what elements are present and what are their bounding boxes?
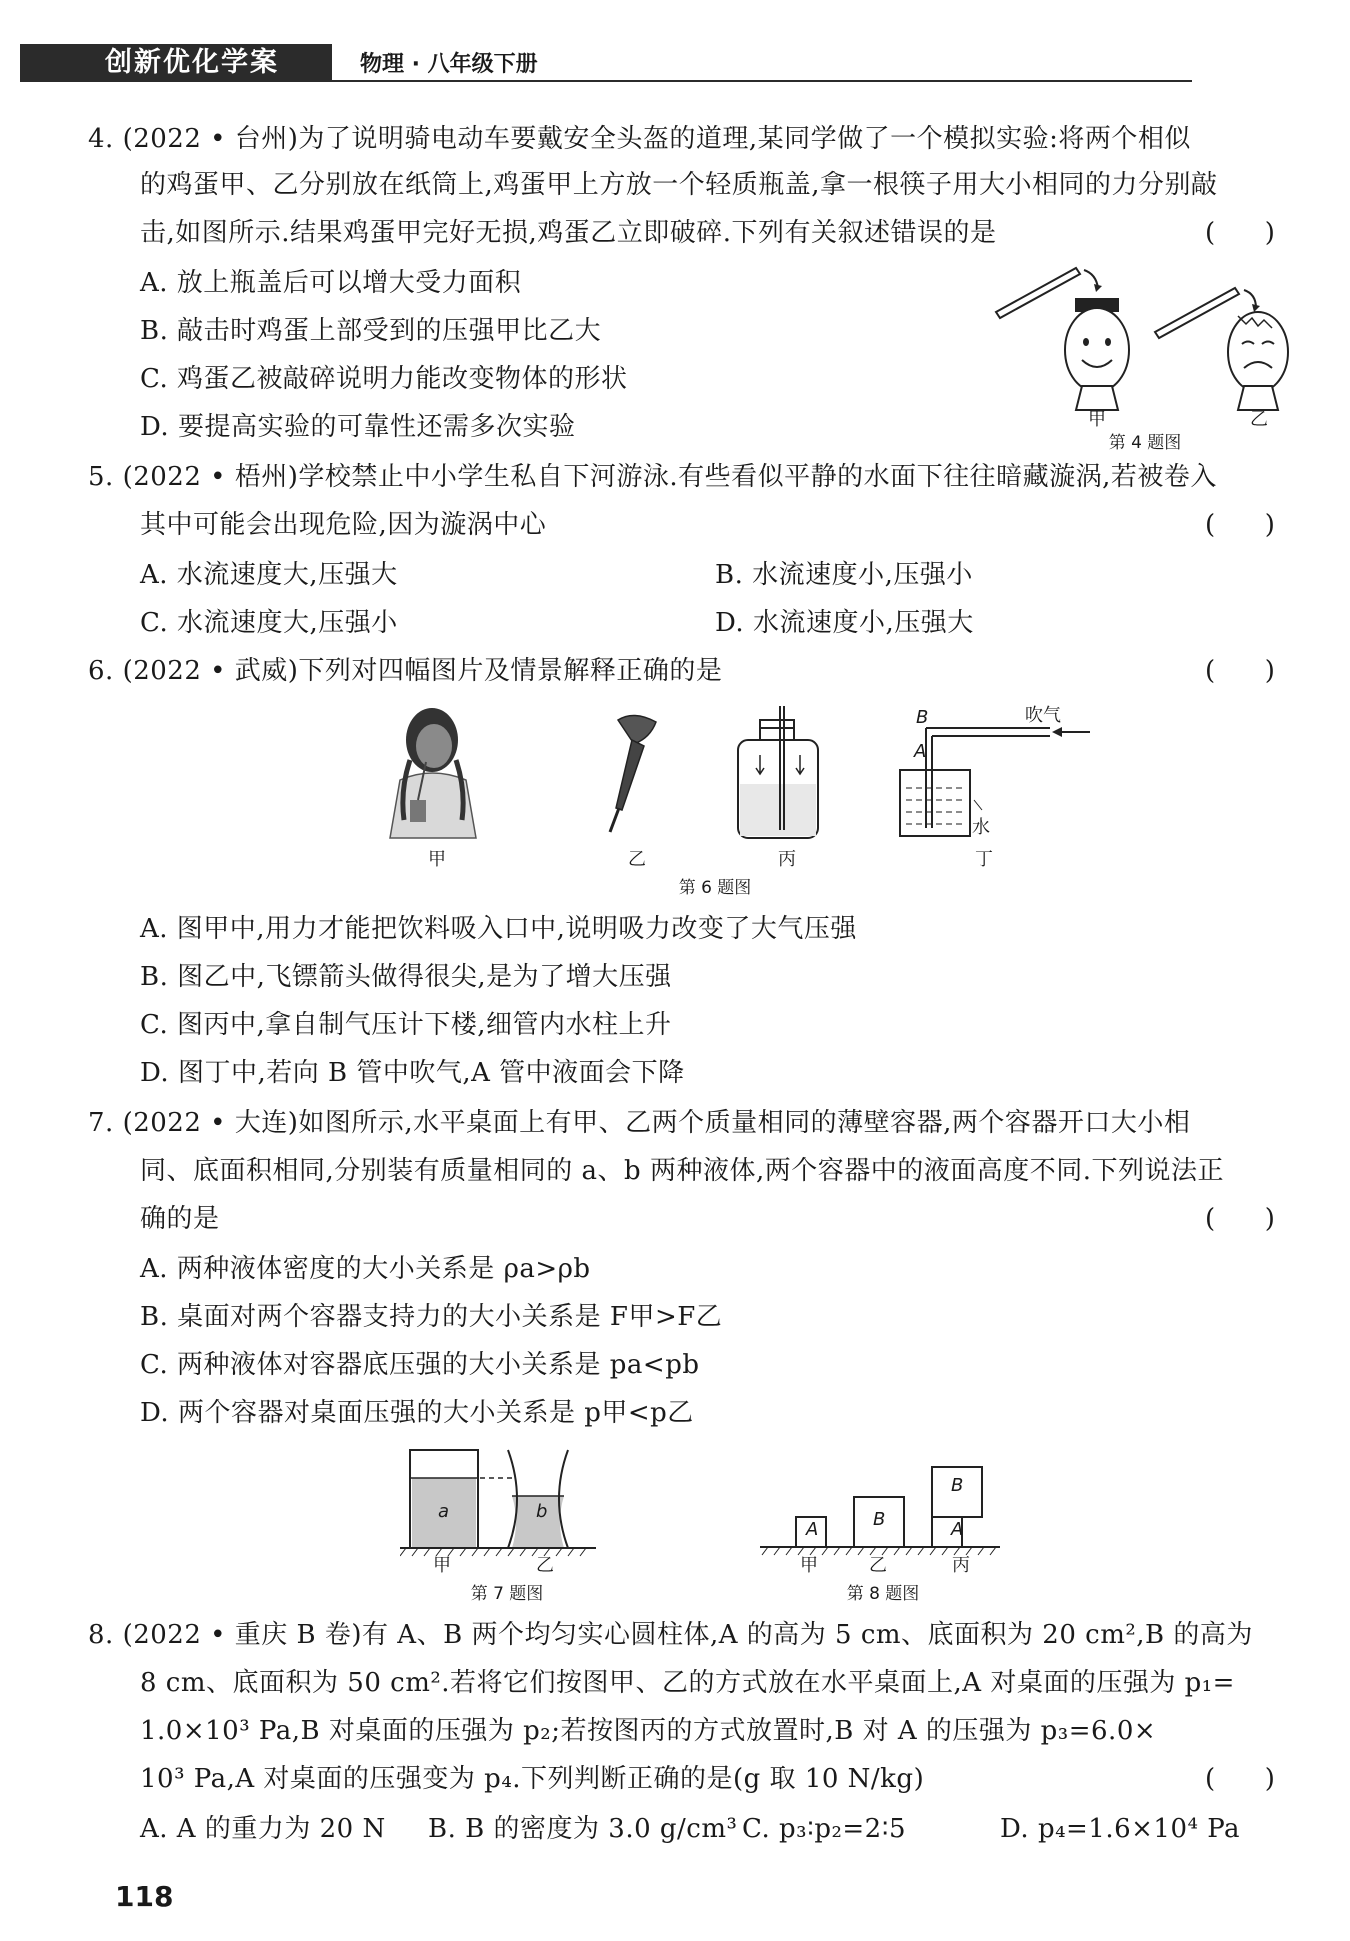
page-number: 118 [115, 1880, 174, 1913]
header-rule [332, 80, 1192, 82]
q6-option-a: A. 图甲中,用力才能把饮料吸入口中,说明吸力改变了大气压强 [140, 914, 857, 944]
container-jia [410, 1450, 478, 1548]
q8-option-b: B. B 的密度为 3.0 g/cm³ [428, 1814, 738, 1844]
q7-option-d: D. 两个容器对桌面压强的大小关系是 p甲<p乙 [140, 1398, 694, 1428]
q8-answer-blank[interactable]: ( ) [1205, 1764, 1275, 1794]
q5-option-a: A. 水流速度大,压强大 [140, 560, 398, 590]
q4-option-c: C. 鸡蛋乙被敲碎说明力能改变物体的形状 [140, 364, 628, 394]
q4-fig-caption: 第 4 题图 [1108, 433, 1182, 453]
q7-fig-caption: 第 7 题图 [470, 1584, 544, 1604]
q4-fig-label-jia: 甲 [1088, 409, 1106, 430]
q4-answer-blank[interactable]: ( ) [1205, 218, 1275, 248]
q6-fig-label-water: 水 [972, 817, 990, 838]
q8-line-4: 10³ Pa,A 对桌面的压强变为 p₄.下列判断正确的是(g 取 10 N/kg) [140, 1764, 925, 1794]
q8-line-1: 8. (2022 • 重庆 B 卷)有 A、B 两个均匀实心圆柱体,A 的高为 5 cm、底面积为 20 cm²,B 的高为 [88, 1620, 1253, 1650]
q4-line-1: 4. (2022 • 台州)为了说明骑电动车要戴安全头盔的道理,某同学做了一个模拟实验:将两个相似 [88, 124, 1191, 154]
q4-option-a: A. 放上瓶盖后可以增大受力面积 [140, 268, 522, 298]
q7-fig-label-jia: 甲 [433, 1555, 451, 1576]
q5-option-b: B. 水流速度小,压强小 [715, 560, 973, 590]
q8-fig-label-a1: A [806, 1519, 819, 1540]
q4-option-b: B. 敲击时鸡蛋上部受到的压强甲比乙大 [140, 316, 602, 346]
photo-girl-drinking [370, 700, 495, 840]
q7-line-3: 确的是 [140, 1204, 220, 1234]
q7-option-c: C. 两种液体对容器底压强的大小关系是 pa<pb [140, 1350, 700, 1380]
q6-option-d: D. 图丁中,若向 B 管中吹气,A 管中液面会下降 [140, 1058, 685, 1088]
book-subtitle: 物理 · 八年级下册 [360, 52, 538, 77]
q7-container-figure [400, 1440, 600, 1560]
q8-line-3: 1.0×10³ Pa,B 对桌面的压强为 p₂;若按图丙的方式放置时,B 对 A 的压强为 p₃=6.0× [140, 1716, 1157, 1746]
q5-line-1: 5. (2022 • 梧州)学校禁止中小学生私自下河游泳.有些看似平静的水面下往往暗藏漩涡,若被卷入 [88, 462, 1217, 492]
q6-fig-caption: 第 6 题图 [678, 878, 752, 898]
q7-fig-label-a: a [438, 1501, 450, 1522]
q8-option-d: D. p₄=1.6×10⁴ Pa [1000, 1814, 1241, 1844]
q6-fig-label-blow: 吹气 [1025, 705, 1061, 726]
q5-line-2: 其中可能会出现危险,因为漩涡中心 [140, 510, 547, 540]
q7-line-2: 同、底面积相同,分别装有质量相同的 a、b 两种液体,两个容器中的液面高度不同.下列说法正 [140, 1156, 1224, 1186]
q7-option-b: B. 桌面对两个容器支持力的大小关系是 F甲>F乙 [140, 1302, 723, 1332]
dart [610, 715, 656, 832]
q8-fig-label-b2: B [951, 1475, 964, 1496]
q6-line-1: 6. (2022 • 武威)下列对四幅图片及情景解释正确的是 [88, 656, 723, 686]
q8-fig-caption: 第 8 题图 [846, 1584, 920, 1604]
q8-fig-label-a2: A [951, 1519, 964, 1540]
book-title: 创新优化学案 [105, 47, 279, 78]
q8-line-2: 8 cm、底面积为 50 cm².若将它们按图甲、乙的方式放在水平桌面上,A 对桌面的压强为 p₁= [140, 1668, 1235, 1698]
q4-option-d: D. 要提高实验的可靠性还需多次实验 [140, 412, 576, 442]
q6-fig-label-bing: 丙 [778, 849, 796, 870]
q4-line-2: 的鸡蛋甲、乙分别放在纸筒上,鸡蛋甲上方放一个轻质瓶盖,拿一根筷子用大小相同的力分别敲 [140, 170, 1218, 200]
q6-option-c: C. 图丙中,拿自制气压计下楼,细管内水柱上升 [140, 1010, 672, 1040]
egg-jia [1065, 298, 1129, 410]
q6-fig-label-ding: 丁 [975, 849, 993, 870]
q6-fig-label-B: B [916, 707, 929, 728]
q6-fig-label-A: A [914, 741, 927, 762]
q8-fig-label-bing: 丙 [952, 1555, 970, 1576]
q7-option-a: A. 两种液体密度的大小关系是 ρa>ρb [140, 1254, 591, 1284]
atomizer-setup [900, 727, 1090, 836]
q6-fig-label-yi: 乙 [628, 849, 646, 870]
q5-answer-blank[interactable]: ( ) [1205, 510, 1275, 540]
q8-option-a: A. A 的重力为 20 N [140, 1814, 386, 1844]
q8-fig-label-jia: 甲 [800, 1555, 818, 1576]
q5-option-d: D. 水流速度小,压强大 [715, 608, 974, 638]
q6-answer-blank[interactable]: ( ) [1205, 656, 1275, 686]
q5-option-c: C. 水流速度大,压强小 [140, 608, 398, 638]
container-yi [508, 1450, 568, 1548]
q8-option-c: C. p₃∶p₂=2∶5 [742, 1814, 907, 1844]
barometer-bottle [738, 706, 818, 838]
q7-answer-blank[interactable]: ( ) [1205, 1204, 1275, 1234]
q6-fig-label-jia: 甲 [428, 849, 446, 870]
q8-fig-label-b1: B [873, 1509, 886, 1530]
q6-option-b: B. 图乙中,飞镖箭头做得很尖,是为了增大压强 [140, 962, 672, 992]
q4-line-3: 击,如图所示.结果鸡蛋甲完好无损,鸡蛋乙立即破碎.下列有关叙述错误的是 [140, 218, 997, 248]
q7-fig-label-yi: 乙 [536, 1555, 554, 1576]
q7-fig-label-b: b [536, 1501, 548, 1522]
egg-yi [1228, 312, 1288, 410]
q8-fig-label-yi: 乙 [869, 1555, 887, 1576]
q7-line-1: 7. (2022 • 大连)如图所示,水平桌面上有甲、乙两个质量相同的薄壁容器,两个容器开口大小相 [88, 1108, 1191, 1138]
q4-fig-label-yi: 乙 [1250, 409, 1268, 430]
